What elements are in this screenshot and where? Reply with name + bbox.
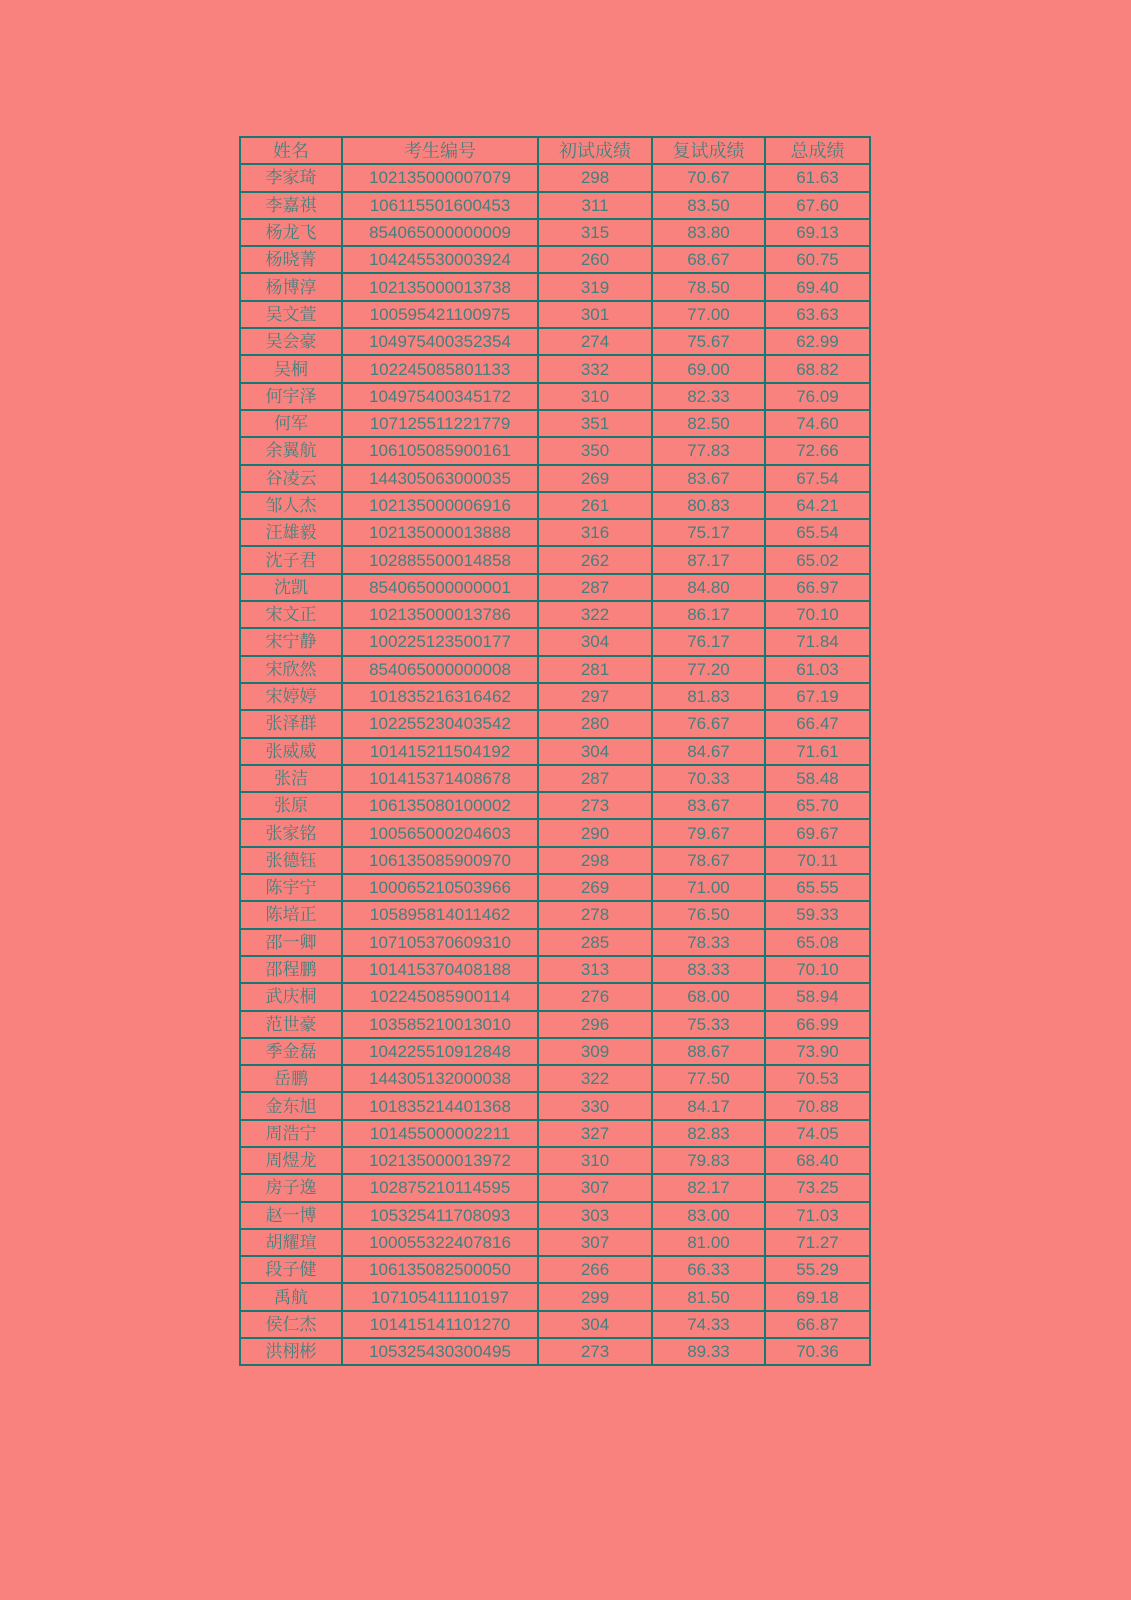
table-row bbox=[240, 219, 870, 246]
cell-candidate-id: 105895814011462 bbox=[342, 901, 538, 928]
cell-candidate-id: 101415141101270 bbox=[342, 1311, 538, 1338]
cell-initial-score: 316 bbox=[538, 519, 652, 546]
cell-total-score: 70.10 bbox=[765, 601, 870, 628]
cell-initial-score: 287 bbox=[538, 574, 652, 601]
cell-retest-score: 82.50 bbox=[652, 410, 765, 437]
cell-total-score: 71.84 bbox=[765, 628, 870, 655]
cell-total-score: 65.55 bbox=[765, 874, 870, 901]
table-row bbox=[240, 628, 870, 655]
cell-candidate-id: 107105411110197 bbox=[342, 1283, 538, 1310]
cell-initial-score: 315 bbox=[538, 219, 652, 246]
table-row bbox=[240, 738, 870, 765]
cell-total-score: 70.11 bbox=[765, 847, 870, 874]
cell-name: 吴会豪 bbox=[240, 328, 342, 355]
cell-candidate-id: 100225123500177 bbox=[342, 628, 538, 655]
cell-initial-score: 297 bbox=[538, 683, 652, 710]
cell-total-score: 74.05 bbox=[765, 1120, 870, 1147]
cell-name: 李家琦 bbox=[240, 164, 342, 191]
cell-total-score: 61.03 bbox=[765, 656, 870, 683]
cell-initial-score: 281 bbox=[538, 656, 652, 683]
cell-name: 季金磊 bbox=[240, 1038, 342, 1065]
cell-candidate-id: 101415370408188 bbox=[342, 956, 538, 983]
cell-total-score: 66.87 bbox=[765, 1311, 870, 1338]
cell-initial-score: 304 bbox=[538, 738, 652, 765]
cell-retest-score: 76.50 bbox=[652, 901, 765, 928]
cell-retest-score: 82.17 bbox=[652, 1174, 765, 1201]
cell-retest-score: 77.00 bbox=[652, 301, 765, 328]
cell-initial-score: 319 bbox=[538, 273, 652, 300]
cell-candidate-id: 102135000013738 bbox=[342, 273, 538, 300]
header-name: 姓名 bbox=[240, 137, 342, 164]
cell-retest-score: 66.33 bbox=[652, 1256, 765, 1283]
cell-candidate-id: 100565000204603 bbox=[342, 819, 538, 846]
cell-candidate-id: 101455000002211 bbox=[342, 1120, 538, 1147]
cell-total-score: 71.03 bbox=[765, 1202, 870, 1229]
cell-candidate-id: 100055322407816 bbox=[342, 1229, 538, 1256]
table-row bbox=[240, 819, 870, 846]
cell-total-score: 69.18 bbox=[765, 1283, 870, 1310]
cell-initial-score: 304 bbox=[538, 628, 652, 655]
cell-retest-score: 71.00 bbox=[652, 874, 765, 901]
cell-initial-score: 285 bbox=[538, 929, 652, 956]
cell-retest-score: 83.67 bbox=[652, 465, 765, 492]
cell-total-score: 72.66 bbox=[765, 437, 870, 464]
cell-retest-score: 68.00 bbox=[652, 983, 765, 1010]
cell-initial-score: 273 bbox=[538, 792, 652, 819]
cell-candidate-id: 102135000013786 bbox=[342, 601, 538, 628]
cell-initial-score: 327 bbox=[538, 1120, 652, 1147]
cell-retest-score: 77.20 bbox=[652, 656, 765, 683]
cell-retest-score: 76.67 bbox=[652, 710, 765, 737]
table-row bbox=[240, 519, 870, 546]
cell-name: 吴文萱 bbox=[240, 301, 342, 328]
table-row bbox=[240, 983, 870, 1010]
cell-name: 邹人杰 bbox=[240, 492, 342, 519]
table-row bbox=[240, 847, 870, 874]
cell-total-score: 73.90 bbox=[765, 1038, 870, 1065]
cell-initial-score: 310 bbox=[538, 383, 652, 410]
cell-name: 沈子君 bbox=[240, 546, 342, 573]
cell-retest-score: 78.50 bbox=[652, 273, 765, 300]
table-row bbox=[240, 410, 870, 437]
cell-total-score: 71.61 bbox=[765, 738, 870, 765]
table-row bbox=[240, 301, 870, 328]
table-row bbox=[240, 246, 870, 273]
cell-retest-score: 68.67 bbox=[652, 246, 765, 273]
header-retest-score: 复试成绩 bbox=[652, 137, 765, 164]
table-row bbox=[240, 1256, 870, 1283]
table-row bbox=[240, 1283, 870, 1310]
cell-initial-score: 261 bbox=[538, 492, 652, 519]
cell-total-score: 69.13 bbox=[765, 219, 870, 246]
cell-total-score: 73.25 bbox=[765, 1174, 870, 1201]
cell-name: 宋婷婷 bbox=[240, 683, 342, 710]
cell-candidate-id: 106105085900161 bbox=[342, 437, 538, 464]
cell-initial-score: 301 bbox=[538, 301, 652, 328]
cell-retest-score: 86.17 bbox=[652, 601, 765, 628]
table-row bbox=[240, 929, 870, 956]
cell-total-score: 64.21 bbox=[765, 492, 870, 519]
table-row bbox=[240, 328, 870, 355]
cell-name: 岳鹏 bbox=[240, 1065, 342, 1092]
cell-total-score: 68.82 bbox=[765, 355, 870, 382]
cell-candidate-id: 104975400345172 bbox=[342, 383, 538, 410]
cell-retest-score: 82.83 bbox=[652, 1120, 765, 1147]
cell-initial-score: 350 bbox=[538, 437, 652, 464]
table-row bbox=[240, 492, 870, 519]
cell-initial-score: 322 bbox=[538, 1065, 652, 1092]
cell-retest-score: 83.33 bbox=[652, 956, 765, 983]
cell-candidate-id: 101415211504192 bbox=[342, 738, 538, 765]
cell-total-score: 76.09 bbox=[765, 383, 870, 410]
cell-initial-score: 296 bbox=[538, 1011, 652, 1038]
table-row bbox=[240, 601, 870, 628]
table-row bbox=[240, 383, 870, 410]
cell-retest-score: 76.17 bbox=[652, 628, 765, 655]
cell-name: 汪雄毅 bbox=[240, 519, 342, 546]
cell-retest-score: 84.80 bbox=[652, 574, 765, 601]
table-row bbox=[240, 1038, 870, 1065]
cell-name: 段子健 bbox=[240, 1256, 342, 1283]
cell-total-score: 65.02 bbox=[765, 546, 870, 573]
cell-name: 邵一卿 bbox=[240, 929, 342, 956]
cell-retest-score: 83.67 bbox=[652, 792, 765, 819]
cell-candidate-id: 854065000000001 bbox=[342, 574, 538, 601]
cell-candidate-id: 102135000006916 bbox=[342, 492, 538, 519]
cell-candidate-id: 854065000000008 bbox=[342, 656, 538, 683]
cell-retest-score: 83.00 bbox=[652, 1202, 765, 1229]
cell-name: 陈宇宁 bbox=[240, 874, 342, 901]
cell-name: 赵一博 bbox=[240, 1202, 342, 1229]
cell-total-score: 63.63 bbox=[765, 301, 870, 328]
cell-candidate-id: 107105370609310 bbox=[342, 929, 538, 956]
cell-retest-score: 70.33 bbox=[652, 765, 765, 792]
table-row bbox=[240, 1147, 870, 1174]
table-row bbox=[240, 710, 870, 737]
cell-candidate-id: 103585210013010 bbox=[342, 1011, 538, 1038]
cell-candidate-id: 100595421100975 bbox=[342, 301, 538, 328]
cell-retest-score: 77.83 bbox=[652, 437, 765, 464]
cell-retest-score: 74.33 bbox=[652, 1311, 765, 1338]
table-row bbox=[240, 1311, 870, 1338]
cell-total-score: 70.10 bbox=[765, 956, 870, 983]
cell-total-score: 70.53 bbox=[765, 1065, 870, 1092]
cell-name: 张德钰 bbox=[240, 847, 342, 874]
cell-initial-score: 290 bbox=[538, 819, 652, 846]
cell-retest-score: 77.50 bbox=[652, 1065, 765, 1092]
cell-candidate-id: 107125511221779 bbox=[342, 410, 538, 437]
cell-total-score: 67.19 bbox=[765, 683, 870, 710]
table-row bbox=[240, 1120, 870, 1147]
cell-candidate-id: 106115501600453 bbox=[342, 192, 538, 219]
cell-retest-score: 83.50 bbox=[652, 192, 765, 219]
cell-initial-score: 273 bbox=[538, 1338, 652, 1365]
table-row bbox=[240, 1065, 870, 1092]
header-initial-score: 初试成绩 bbox=[538, 137, 652, 164]
cell-total-score: 55.29 bbox=[765, 1256, 870, 1283]
cell-initial-score: 298 bbox=[538, 164, 652, 191]
table-row bbox=[240, 355, 870, 382]
cell-name: 杨晓菁 bbox=[240, 246, 342, 273]
cell-total-score: 66.99 bbox=[765, 1011, 870, 1038]
table-row bbox=[240, 901, 870, 928]
cell-total-score: 71.27 bbox=[765, 1229, 870, 1256]
cell-total-score: 68.40 bbox=[765, 1147, 870, 1174]
table-row bbox=[240, 656, 870, 683]
cell-name: 沈凯 bbox=[240, 574, 342, 601]
cell-name: 李嘉祺 bbox=[240, 192, 342, 219]
cell-total-score: 74.60 bbox=[765, 410, 870, 437]
cell-retest-score: 75.17 bbox=[652, 519, 765, 546]
cell-name: 周煜龙 bbox=[240, 1147, 342, 1174]
cell-retest-score: 88.67 bbox=[652, 1038, 765, 1065]
cell-initial-score: 266 bbox=[538, 1256, 652, 1283]
cell-retest-score: 87.17 bbox=[652, 546, 765, 573]
table-row bbox=[240, 574, 870, 601]
cell-retest-score: 81.83 bbox=[652, 683, 765, 710]
cell-name: 陈培正 bbox=[240, 901, 342, 928]
cell-name: 张家铭 bbox=[240, 819, 342, 846]
cell-retest-score: 83.80 bbox=[652, 219, 765, 246]
table-row bbox=[240, 437, 870, 464]
cell-total-score: 65.70 bbox=[765, 792, 870, 819]
cell-name: 何宇泽 bbox=[240, 383, 342, 410]
header-total-score: 总成绩 bbox=[765, 137, 870, 164]
cell-initial-score: 299 bbox=[538, 1283, 652, 1310]
cell-total-score: 69.67 bbox=[765, 819, 870, 846]
cell-initial-score: 311 bbox=[538, 192, 652, 219]
cell-retest-score: 70.67 bbox=[652, 164, 765, 191]
cell-name: 胡耀瑄 bbox=[240, 1229, 342, 1256]
cell-name: 周浩宁 bbox=[240, 1120, 342, 1147]
cell-initial-score: 287 bbox=[538, 765, 652, 792]
cell-initial-score: 309 bbox=[538, 1038, 652, 1065]
table-row bbox=[240, 1174, 870, 1201]
cell-name: 宋欣然 bbox=[240, 656, 342, 683]
cell-candidate-id: 101835216316462 bbox=[342, 683, 538, 710]
cell-candidate-id: 102135000007079 bbox=[342, 164, 538, 191]
cell-initial-score: 303 bbox=[538, 1202, 652, 1229]
cell-initial-score: 280 bbox=[538, 710, 652, 737]
cell-name: 张原 bbox=[240, 792, 342, 819]
cell-name: 洪栩彬 bbox=[240, 1338, 342, 1365]
cell-total-score: 65.54 bbox=[765, 519, 870, 546]
cell-name: 房子逸 bbox=[240, 1174, 342, 1201]
table-row bbox=[240, 683, 870, 710]
table-row bbox=[240, 956, 870, 983]
cell-total-score: 66.97 bbox=[765, 574, 870, 601]
cell-candidate-id: 102885500014858 bbox=[342, 546, 538, 573]
cell-name: 张泽群 bbox=[240, 710, 342, 737]
cell-name: 张威威 bbox=[240, 738, 342, 765]
cell-initial-score: 298 bbox=[538, 847, 652, 874]
cell-name: 宋文正 bbox=[240, 601, 342, 628]
cell-retest-score: 81.00 bbox=[652, 1229, 765, 1256]
cell-candidate-id: 102255230403542 bbox=[342, 710, 538, 737]
cell-initial-score: 310 bbox=[538, 1147, 652, 1174]
cell-name: 何军 bbox=[240, 410, 342, 437]
cell-retest-score: 78.67 bbox=[652, 847, 765, 874]
cell-name: 金东旭 bbox=[240, 1092, 342, 1119]
cell-name: 范世豪 bbox=[240, 1011, 342, 1038]
scores-table bbox=[239, 136, 871, 1366]
cell-total-score: 61.63 bbox=[765, 164, 870, 191]
cell-candidate-id: 102875210114595 bbox=[342, 1174, 538, 1201]
header-row bbox=[240, 137, 870, 164]
cell-candidate-id: 106135080100002 bbox=[342, 792, 538, 819]
table-row bbox=[240, 1229, 870, 1256]
cell-retest-score: 84.67 bbox=[652, 738, 765, 765]
cell-initial-score: 322 bbox=[538, 601, 652, 628]
cell-initial-score: 260 bbox=[538, 246, 652, 273]
table-row bbox=[240, 792, 870, 819]
cell-initial-score: 269 bbox=[538, 874, 652, 901]
cell-candidate-id: 102245085801133 bbox=[342, 355, 538, 382]
cell-retest-score: 79.83 bbox=[652, 1147, 765, 1174]
cell-initial-score: 332 bbox=[538, 355, 652, 382]
cell-name: 杨龙飞 bbox=[240, 219, 342, 246]
cell-initial-score: 274 bbox=[538, 328, 652, 355]
cell-initial-score: 330 bbox=[538, 1092, 652, 1119]
cell-total-score: 67.54 bbox=[765, 465, 870, 492]
table-row bbox=[240, 192, 870, 219]
cell-retest-score: 78.33 bbox=[652, 929, 765, 956]
cell-total-score: 65.08 bbox=[765, 929, 870, 956]
cell-total-score: 67.60 bbox=[765, 192, 870, 219]
cell-retest-score: 75.67 bbox=[652, 328, 765, 355]
cell-total-score: 70.88 bbox=[765, 1092, 870, 1119]
cell-name: 余翼航 bbox=[240, 437, 342, 464]
cell-candidate-id: 104225510912848 bbox=[342, 1038, 538, 1065]
cell-candidate-id: 104245530003924 bbox=[342, 246, 538, 273]
cell-candidate-id: 105325411708093 bbox=[342, 1202, 538, 1229]
cell-candidate-id: 101415371408678 bbox=[342, 765, 538, 792]
cell-candidate-id: 854065000000009 bbox=[342, 219, 538, 246]
cell-name: 杨博淳 bbox=[240, 273, 342, 300]
cell-name: 禹航 bbox=[240, 1283, 342, 1310]
cell-name: 宋宁静 bbox=[240, 628, 342, 655]
cell-candidate-id: 102135000013888 bbox=[342, 519, 538, 546]
table-row bbox=[240, 1092, 870, 1119]
cell-name: 侯仁杰 bbox=[240, 1311, 342, 1338]
table-row bbox=[240, 765, 870, 792]
table-row bbox=[240, 1202, 870, 1229]
cell-retest-score: 79.67 bbox=[652, 819, 765, 846]
scores-table-container bbox=[239, 136, 871, 1366]
cell-retest-score: 69.00 bbox=[652, 355, 765, 382]
cell-retest-score: 81.50 bbox=[652, 1283, 765, 1310]
cell-initial-score: 313 bbox=[538, 956, 652, 983]
table-row bbox=[240, 1011, 870, 1038]
table-body bbox=[240, 164, 870, 1365]
cell-total-score: 60.75 bbox=[765, 246, 870, 273]
header-candidate-id: 考生编号 bbox=[342, 137, 538, 164]
cell-initial-score: 307 bbox=[538, 1229, 652, 1256]
cell-total-score: 58.48 bbox=[765, 765, 870, 792]
cell-initial-score: 307 bbox=[538, 1174, 652, 1201]
cell-initial-score: 262 bbox=[538, 546, 652, 573]
cell-name: 邵程鹏 bbox=[240, 956, 342, 983]
cell-retest-score: 82.33 bbox=[652, 383, 765, 410]
table-row bbox=[240, 465, 870, 492]
table-row bbox=[240, 273, 870, 300]
cell-total-score: 62.99 bbox=[765, 328, 870, 355]
cell-candidate-id: 144305132000038 bbox=[342, 1065, 538, 1092]
cell-retest-score: 84.17 bbox=[652, 1092, 765, 1119]
cell-total-score: 69.40 bbox=[765, 273, 870, 300]
table-row bbox=[240, 1338, 870, 1365]
cell-total-score: 58.94 bbox=[765, 983, 870, 1010]
cell-candidate-id: 100065210503966 bbox=[342, 874, 538, 901]
cell-total-score: 59.33 bbox=[765, 901, 870, 928]
table-row bbox=[240, 164, 870, 191]
cell-name: 张洁 bbox=[240, 765, 342, 792]
table-row bbox=[240, 874, 870, 901]
cell-candidate-id: 106135082500050 bbox=[342, 1256, 538, 1283]
table-row bbox=[240, 546, 870, 573]
cell-candidate-id: 144305063000035 bbox=[342, 465, 538, 492]
cell-retest-score: 80.83 bbox=[652, 492, 765, 519]
cell-candidate-id: 101835214401368 bbox=[342, 1092, 538, 1119]
cell-name: 武庆桐 bbox=[240, 983, 342, 1010]
cell-retest-score: 75.33 bbox=[652, 1011, 765, 1038]
cell-candidate-id: 106135085900970 bbox=[342, 847, 538, 874]
cell-initial-score: 276 bbox=[538, 983, 652, 1010]
cell-candidate-id: 102245085900114 bbox=[342, 983, 538, 1010]
cell-candidate-id: 104975400352354 bbox=[342, 328, 538, 355]
cell-initial-score: 278 bbox=[538, 901, 652, 928]
cell-retest-score: 89.33 bbox=[652, 1338, 765, 1365]
cell-candidate-id: 105325430300495 bbox=[342, 1338, 538, 1365]
cell-initial-score: 304 bbox=[538, 1311, 652, 1338]
cell-total-score: 70.36 bbox=[765, 1338, 870, 1365]
cell-initial-score: 269 bbox=[538, 465, 652, 492]
cell-candidate-id: 102135000013972 bbox=[342, 1147, 538, 1174]
cell-total-score: 66.47 bbox=[765, 710, 870, 737]
cell-name: 吴桐 bbox=[240, 355, 342, 382]
cell-name: 谷凌云 bbox=[240, 465, 342, 492]
cell-initial-score: 351 bbox=[538, 410, 652, 437]
